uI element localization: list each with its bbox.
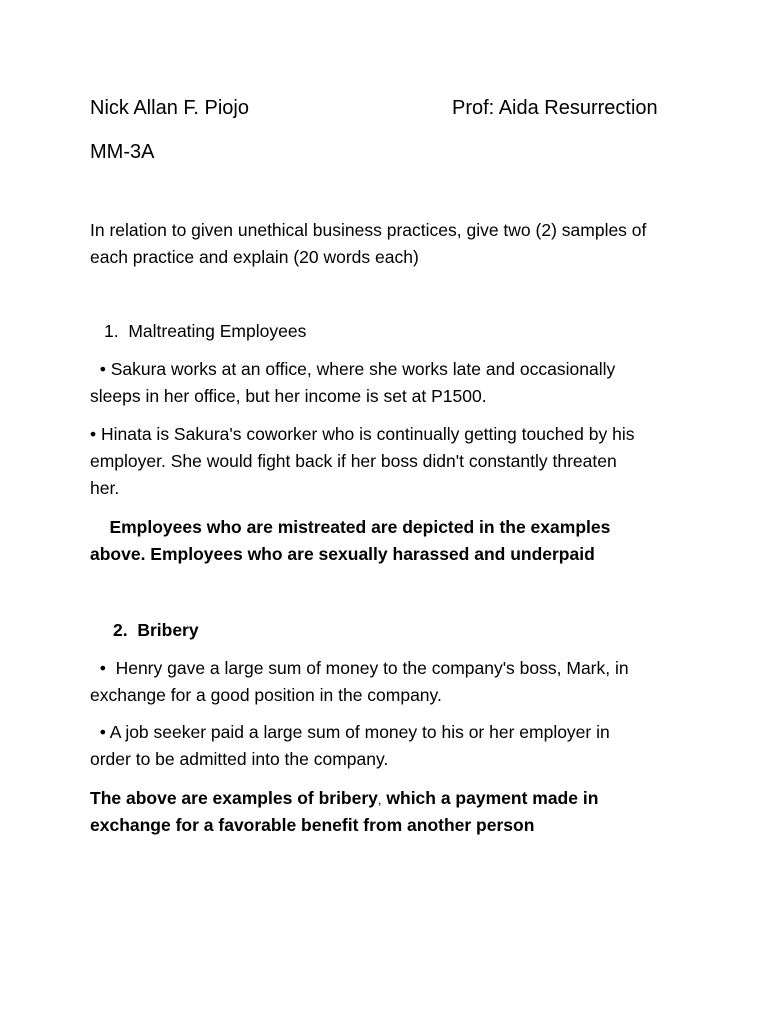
practice-1-example-2-line-2: employer. She would fight back if her boss didn't constantly threaten	[90, 451, 617, 471]
practice-1-explanation-line-1: Employees who are mistreated are depicted in the examples	[90, 517, 611, 537]
explanation-part-b: which a payment made in	[381, 788, 599, 808]
practice-1-explanation-line-2: above. Employees who are sexually harassed and underpaid	[90, 544, 595, 564]
explanation-comma: ,	[377, 792, 382, 807]
instructions-line-1: In relation to given unethical business practices, give two (2) samples of	[90, 220, 647, 240]
student-name: Nick Allan F. Piojo	[90, 97, 249, 119]
practice-2-explanation-line-2: exchange for a favorable benefit from another person	[90, 815, 535, 835]
instructions-line-2: each practice and explain (20 words each)	[90, 247, 419, 267]
practice-2-example-1-line-2: exchange for a good position in the company.	[90, 685, 442, 705]
practice-2-example-2-line-1: • A job seeker paid a large sum of money to his or her employer in	[90, 722, 610, 742]
practice-1-example-1-line-1: • Sakura works at an office, where she works late and occasionally	[90, 359, 616, 379]
professor-name: Prof: Aida Resurrection	[452, 97, 658, 119]
practice-1-heading: 1. Maltreating Employees	[104, 321, 307, 341]
practice-2-heading: 2. Bribery	[113, 620, 199, 640]
practice-1-example-2-line-1: • Hinata is Sakura's coworker who is continually getting touched by his	[90, 424, 635, 444]
practice-2-explanation-line-1	[90, 785, 598, 813]
practice-1-example-2-line-3: her.	[90, 478, 120, 498]
practice-1-example-1-line-2: sleeps in her office, but her income is set at P1500.	[90, 386, 487, 406]
practice-2-example-2-line-2: order to be admitted into the company.	[90, 749, 389, 769]
class-section: MM-3A	[90, 141, 155, 163]
explanation-part-a: The above are examples of bribery	[90, 788, 378, 808]
practice-2-example-1-line-1: • Henry gave a large sum of money to the company's boss, Mark, in	[90, 658, 629, 678]
